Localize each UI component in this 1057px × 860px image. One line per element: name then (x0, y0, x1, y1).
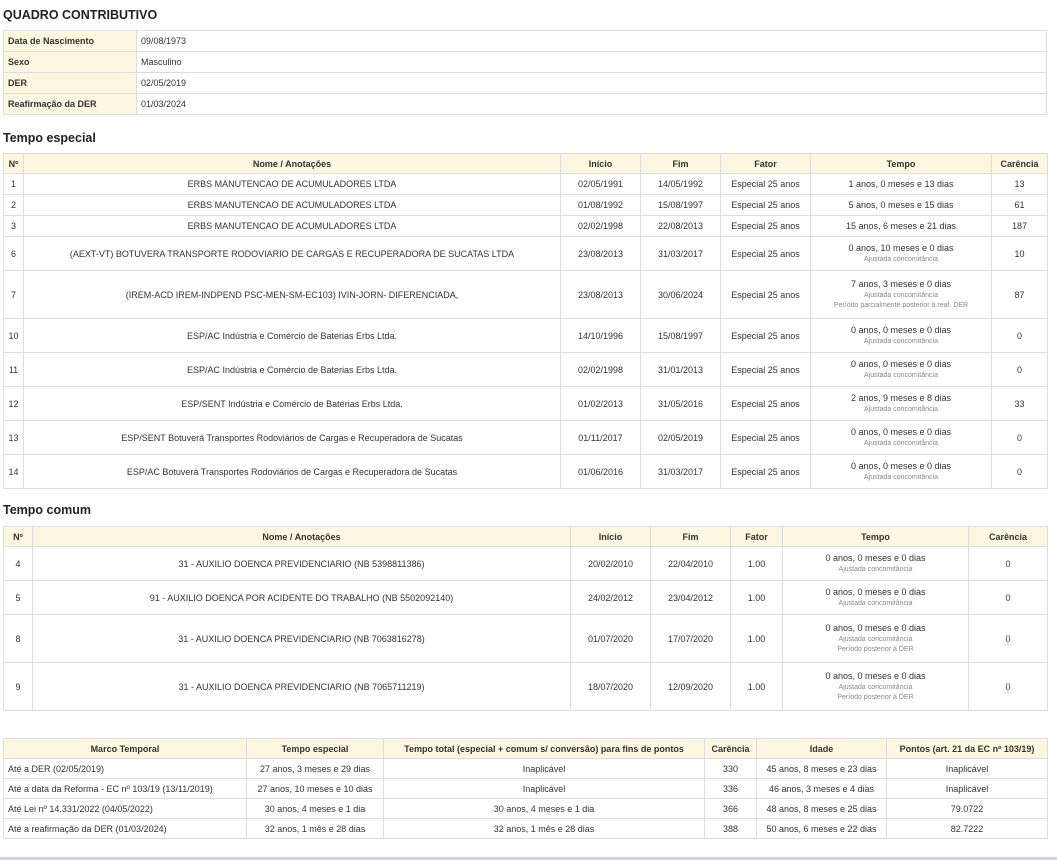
marco-idade: 48 anos, 8 meses e 25 dias (757, 799, 887, 819)
row-number: 13 (4, 421, 24, 455)
table-row (4, 387, 1048, 421)
column-header: Nome / Anotações (24, 154, 561, 174)
row-time-cell (811, 353, 992, 387)
row-name: 31 - AUXILIO DOENCA PREVIDENCIARIO (NB 5398811386) (33, 547, 571, 581)
column-header: Nº (4, 154, 24, 174)
table-row (4, 319, 1048, 353)
row-end: 22/04/2010 (651, 547, 731, 581)
marco-pontos: Inaplicável (887, 759, 1048, 779)
row-note: Ajustada concomitância (838, 600, 913, 607)
row-time-cell (811, 216, 992, 237)
row-name: 31 - AUXILIO DOENCA PREVIDENCIARIO (NB 7063816278) (33, 615, 571, 663)
row-time: 5 anos, 0 meses e 15 dias (848, 199, 954, 210)
comum-header-row (4, 527, 1048, 547)
especial-table (3, 153, 1048, 489)
column-header: Pontos (art. 21 da EC nº 103/19) (887, 739, 1048, 759)
info-row (4, 73, 1047, 94)
row-name: ESP/AC Botuverá Transportes Rodoviários de Cargas e Recuperadora de Sucatas (24, 455, 561, 489)
row-time: 1 anos, 0 meses e 13 dias (848, 178, 954, 189)
row-time-cell (783, 615, 969, 663)
row-end: 30/06/2024 (641, 271, 721, 319)
row-factor: Especial 25 anos (721, 237, 811, 271)
row-number: 8 (4, 615, 33, 663)
column-header: Tempo especial (247, 739, 384, 759)
column-header: Tempo total (especial + comum s/ conversão) para fins de pontos (384, 739, 705, 759)
info-value: 01/03/2024 (137, 94, 1047, 115)
marco-especial: 27 anos, 3 meses e 29 dias (247, 759, 384, 779)
row-carencia: 0 (969, 615, 1048, 663)
row-time: 0 anos, 0 meses e 0 dias (825, 587, 926, 597)
table-row (4, 271, 1048, 319)
column-header: Fim (651, 527, 731, 547)
row-factor: 1.00 (731, 663, 783, 711)
row-time: 0 anos, 0 meses e 0 dias (850, 461, 952, 471)
row-number: 4 (4, 547, 33, 581)
row-factor: Especial 25 anos (721, 271, 811, 319)
row-carencia: 0 (969, 547, 1048, 581)
table-row (4, 195, 1048, 216)
row-carencia: 0 (992, 421, 1048, 455)
row-carencia: 0 (992, 455, 1048, 489)
row-start: 02/02/1998 (561, 216, 641, 237)
row-note: Ajustada concomitância (838, 566, 913, 573)
table-row (4, 779, 1048, 799)
row-name: 91 - AUXILIO DOENCA POR ACIDENTE DO TRABALHO (NB 5502092140) (33, 581, 571, 615)
info-label: Reafirmação da DER (4, 94, 137, 115)
contribution-summary (3, 0, 1047, 839)
row-start: 01/11/2017 (561, 421, 641, 455)
row-carencia: 33 (992, 387, 1048, 421)
marco-carencia: 330 (705, 759, 757, 779)
row-carencia: 13 (992, 174, 1048, 195)
table-row (4, 455, 1048, 489)
table-row (4, 581, 1048, 615)
comum-body (4, 547, 1048, 711)
info-row (4, 52, 1047, 73)
info-value: 02/05/2019 (137, 73, 1047, 94)
row-name: ESP/SENT Indústria e Comércio de Baterias Erbs Ltda. (24, 387, 561, 421)
row-time: 15 anos, 6 meses e 21 dias (845, 220, 957, 231)
row-time-cell (811, 455, 992, 489)
row-note-2: Período posterior à DER (837, 646, 914, 653)
row-time: 0 anos, 0 meses e 0 dias (825, 623, 926, 633)
marco-body (4, 759, 1048, 839)
column-header: Nº (4, 527, 33, 547)
column-header: Carência (705, 739, 757, 759)
row-name: ERBS MANUTENCAO DE ACUMULADORES LTDA (24, 216, 561, 237)
row-end: 15/08/1997 (641, 319, 721, 353)
marco-carencia: 366 (705, 799, 757, 819)
row-start: 01/08/1992 (561, 195, 641, 216)
marco-total: Inaplicável (384, 779, 705, 799)
row-name: ERBS MANUTENCAO DE ACUMULADORES LTDA (24, 174, 561, 195)
row-end: 31/01/2013 (641, 353, 721, 387)
table-row (4, 174, 1048, 195)
row-number: 14 (4, 455, 24, 489)
row-end: 23/04/2012 (651, 581, 731, 615)
info-value: 09/08/1973 (137, 31, 1047, 52)
marco-especial: 32 anos, 1 mês e 28 dias (247, 819, 384, 839)
row-factor: 1.00 (731, 615, 783, 663)
row-number: 9 (4, 663, 33, 711)
row-time-cell (811, 237, 992, 271)
marco-idade: 46 anos, 3 meses e 4 dias (757, 779, 887, 799)
row-start: 20/02/2010 (571, 547, 651, 581)
row-start: 23/08/2013 (561, 271, 641, 319)
row-note: Ajustada concomitância (864, 256, 938, 263)
page-title: QUADRO CONTRIBUTIVO (3, 8, 158, 22)
row-time-cell (811, 271, 992, 319)
row-carencia: 0 (992, 353, 1048, 387)
row-note-2: Período parcialmente posterior à reaf. DER (833, 302, 969, 309)
info-label: DER (4, 73, 137, 94)
row-note: Ajustada concomitância (864, 474, 938, 481)
column-header: Marco Temporal (4, 739, 247, 759)
row-end: 22/08/2013 (641, 216, 721, 237)
row-time: 7 anos, 3 meses e 0 dias (850, 279, 952, 289)
row-carencia: 10 (992, 237, 1048, 271)
row-time-cell (783, 547, 969, 581)
table-row (4, 421, 1048, 455)
row-number: 6 (4, 237, 24, 271)
table-row (4, 237, 1048, 271)
row-factor: 1.00 (731, 547, 783, 581)
row-name: ESP/SENT Botuverá Transportes Rodoviários de Cargas e Recuperadora de Sucatas (24, 421, 561, 455)
row-carencia: 0 (992, 319, 1048, 353)
row-time: 0 anos, 0 meses e 0 dias (850, 427, 952, 437)
column-header: Carência (969, 527, 1048, 547)
row-time-cell (783, 581, 969, 615)
marco-pontos: Inaplicável (887, 779, 1048, 799)
column-header: Início (561, 154, 641, 174)
row-factor: 1.00 (731, 581, 783, 615)
row-time: 2 anos, 9 meses e 8 dias (850, 393, 952, 403)
row-carencia: 87 (992, 271, 1048, 319)
column-header: Tempo (811, 154, 992, 174)
table-row (4, 615, 1048, 663)
row-start: 02/05/1991 (561, 174, 641, 195)
row-note: Ajustada concomitância (864, 292, 938, 299)
column-header: Tempo (783, 527, 969, 547)
row-note: Ajustada concomitância (864, 406, 938, 413)
comum-section-title: Tempo comum (3, 503, 91, 517)
marco-carencia: 388 (705, 819, 757, 839)
row-factor: Especial 25 anos (721, 421, 811, 455)
row-note: Ajustada concomitância (864, 440, 938, 447)
especial-body (4, 174, 1048, 489)
row-time-cell (811, 195, 992, 216)
column-header: Início (571, 527, 651, 547)
marco-table (3, 738, 1048, 839)
especial-header-row (4, 154, 1048, 174)
marco-total: 30 anos, 4 meses e 1 dia (384, 799, 705, 819)
row-time: 0 anos, 0 meses e 0 dias (825, 553, 926, 563)
row-end: 14/05/1992 (641, 174, 721, 195)
info-label: Sexo (4, 52, 137, 73)
row-start: 24/02/2012 (571, 581, 651, 615)
row-number: 5 (4, 581, 33, 615)
table-row (4, 819, 1048, 839)
row-time-cell (811, 319, 992, 353)
marco-idade: 50 anos, 6 meses e 22 dias (757, 819, 887, 839)
especial-section-title: Tempo especial (3, 131, 96, 145)
row-note-2: Período posterior à DER (837, 694, 914, 701)
info-row (4, 94, 1047, 115)
row-start: 01/06/2016 (561, 455, 641, 489)
row-start: 23/08/2013 (561, 237, 641, 271)
table-row (4, 759, 1048, 779)
marco-especial: 30 anos, 4 meses e 1 dia (247, 799, 384, 819)
row-number: 2 (4, 195, 24, 216)
column-header: Fator (731, 527, 783, 547)
row-carencia: 61 (992, 195, 1048, 216)
row-name: ERBS MANUTENCAO DE ACUMULADORES LTDA (24, 195, 561, 216)
row-time: 0 anos, 0 meses e 0 dias (825, 671, 926, 681)
row-end: 31/03/2017 (641, 455, 721, 489)
row-name: (AEXT-VT) BOTUVERA TRANSPORTE RODOVIARIO DE CARGAS E RECUPERADORA DE SUCATAS LTDA (24, 237, 561, 271)
personal-info-table (3, 30, 1047, 115)
column-header: Fator (721, 154, 811, 174)
row-factor: Especial 25 anos (721, 455, 811, 489)
row-time: 0 anos, 10 meses e 0 dias (848, 243, 954, 253)
row-factor: Especial 25 anos (721, 387, 811, 421)
marco-especial: 27 anos, 10 meses e 10 dias (247, 779, 384, 799)
row-start: 18/07/2020 (571, 663, 651, 711)
row-number: 10 (4, 319, 24, 353)
row-time: 0 anos, 0 meses e 0 dias (850, 325, 952, 335)
info-label: Data de Nascimento (4, 31, 137, 52)
row-number: 3 (4, 216, 24, 237)
row-note: Ajustada concomitância (838, 684, 913, 691)
row-number: 12 (4, 387, 24, 421)
row-carencia: 187 (992, 216, 1048, 237)
info-value: Masculino (137, 52, 1047, 73)
comum-table (3, 526, 1048, 711)
row-note: Ajustada concomitância (838, 636, 913, 643)
row-time-cell (811, 421, 992, 455)
marco-carencia: 336 (705, 779, 757, 799)
row-name: (IREM-ACD IREM-INDPEND PSC-MEN-SM-EC103) IVIN-JORN- DIFERENCIADA, (24, 271, 561, 319)
column-header: Fim (641, 154, 721, 174)
row-end: 02/05/2019 (641, 421, 721, 455)
row-time-cell (811, 387, 992, 421)
table-row (4, 547, 1048, 581)
marco-pontos: 79.0722 (887, 799, 1048, 819)
marco-total: 32 anos, 1 mês e 28 dias (384, 819, 705, 839)
row-factor: Especial 25 anos (721, 216, 811, 237)
row-start: 01/07/2020 (571, 615, 651, 663)
table-row (4, 216, 1048, 237)
marco-label: Até Lei nº 14.331/2022 (04/05/2022) (4, 799, 247, 819)
marco-header-row (4, 739, 1048, 759)
column-header: Nome / Anotações (33, 527, 571, 547)
table-row (4, 799, 1048, 819)
row-number: 1 (4, 174, 24, 195)
row-number: 7 (4, 271, 24, 319)
row-number: 11 (4, 353, 24, 387)
row-end: 31/05/2016 (641, 387, 721, 421)
row-factor: Especial 25 anos (721, 195, 811, 216)
row-end: 15/08/1997 (641, 195, 721, 216)
row-note: Ajustada concomitância (864, 338, 938, 345)
row-note: Ajustada concomitância (864, 372, 938, 379)
row-name: 31 - AUXILIO DOENCA PREVIDENCIARIO (NB 7065711219) (33, 663, 571, 711)
marco-label: Até a data da Reforma - EC nº 103/19 (13/11/2019) (4, 779, 247, 799)
row-time-cell (783, 663, 969, 711)
row-end: 12/09/2020 (651, 663, 731, 711)
marco-pontos: 82.7222 (887, 819, 1048, 839)
row-start: 14/10/1996 (561, 319, 641, 353)
row-factor: Especial 25 anos (721, 319, 811, 353)
marco-label: Até a reafirmação da DER (01/03/2024) (4, 819, 247, 839)
row-end: 17/07/2020 (651, 615, 731, 663)
table-row (4, 353, 1048, 387)
marco-idade: 45 anos, 8 meses e 23 dias (757, 759, 887, 779)
row-factor: Especial 25 anos (721, 174, 811, 195)
marco-label: Até a DER (02/05/2019) (4, 759, 247, 779)
row-time: 0 anos, 0 meses e 0 dias (850, 359, 952, 369)
table-row (4, 663, 1048, 711)
row-start: 02/02/1998 (561, 353, 641, 387)
row-carencia: 0 (969, 663, 1048, 711)
info-row (4, 31, 1047, 52)
row-factor: Especial 25 anos (721, 353, 811, 387)
row-name: ESP/AC Indústria e Comércio de Baterias Erbs Ltda. (24, 353, 561, 387)
column-header: Carência (992, 154, 1048, 174)
row-name: ESP/AC Indústria e Comércio de Baterias Erbs Ltda. (24, 319, 561, 353)
row-start: 01/02/2013 (561, 387, 641, 421)
marco-total: Inaplicável (384, 759, 705, 779)
row-carencia: 0 (969, 581, 1048, 615)
column-header: Idade (757, 739, 887, 759)
row-end: 31/03/2017 (641, 237, 721, 271)
row-time-cell (811, 174, 992, 195)
